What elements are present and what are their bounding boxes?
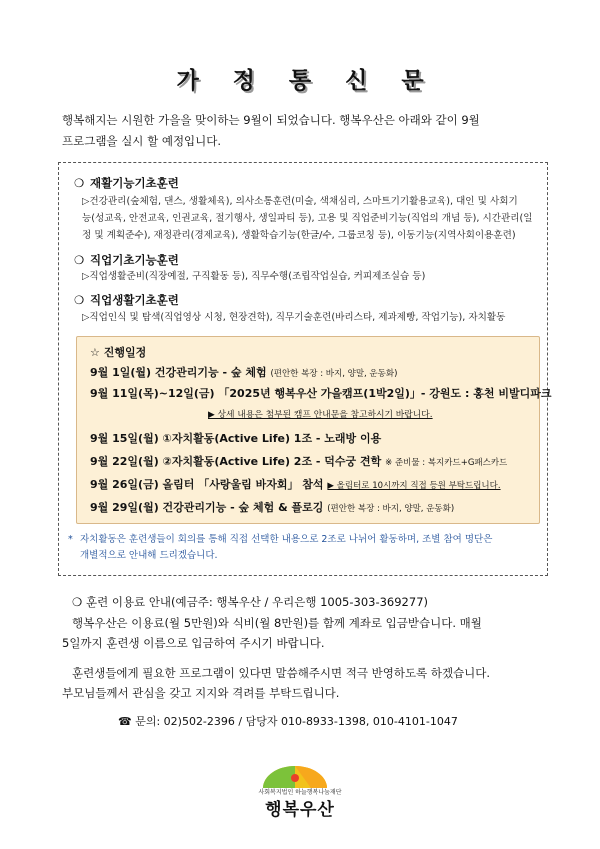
title-area: [0, 62, 600, 95]
logo-name: 행복우산: [265, 800, 335, 820]
schedule-item-7: 9월 29일(월) 건강관리기능 - 숲 체험 & 플로깅 (편안한 복장 : 바지, 양말, 운동화): [90, 501, 455, 514]
fee-line-1: 행복우산은 이용료(월 5만원)와 식비(월 8만원)를 함께 계좌로 입금받습니다. 매월: [72, 616, 482, 630]
section-heading-2-label: 직업기초기능훈련: [90, 253, 179, 267]
circle-bullet-icon: ❍: [74, 253, 85, 267]
page-title: 가 정 통 신 문: [176, 67, 437, 94]
section-heading-1: [74, 175, 179, 191]
section-1-detail: [82, 193, 542, 244]
contact-info: ☎ 문의: 02)502-2396 / 담당자 010-8933-1398, 010-4101-1047: [118, 715, 458, 728]
logo-subtitle: 사회복지법인 하늘행복나눔재단: [258, 789, 342, 796]
closing-line-2: 부모님들께서 관심을 갖고 지지와 격려를 부탁드립니다.: [62, 686, 340, 700]
section-1-line-2: 능(성교육, 안전교육, 인권교육, 절기행사, 생일파티 등), 고용 및 직업준비기능(직업의 개념 등), 시간관리(일: [82, 213, 533, 224]
section-1-line-3: 정 및 계획준수), 재정관리(경제교육), 생활학습기능(한글/수, 그룹코칭 등), 이동기능(지역사회이용훈련): [82, 230, 516, 241]
section-3-detail: [82, 309, 542, 326]
schedule-heading: ☆ 진행일정: [90, 346, 147, 359]
intro-paragraph: [62, 110, 552, 152]
section-2-line-1: ▷직업생활준비(직장예절, 구직활동 등), 직무수행(조립작업실습, 커피제조실습 등): [82, 271, 426, 282]
schedule-item-4: 9월 15일(월) ①자치활동(Active Life) 1조 - 노래방 이용: [90, 432, 382, 445]
intro-line-2: 프로그램을 실시 할 예정입니다.: [62, 134, 222, 148]
section-heading-1-label: 재활기능기초훈련: [90, 176, 179, 190]
schedule-item-1: 9월 1일(월) 건강관리기능 - 숲 체험 (편안한 복장 : 바지, 양말, 운동화): [90, 366, 398, 379]
schedule-item-5: 9월 22일(월) ②자치활동(Active Life) 2조 - 덕수궁 견학 ※ 준비물 : 복지카드+G패스카드: [90, 455, 508, 468]
section-1-line-1: ▷건강관리(숲체험, 댄스, 생활체육), 의사소통훈련(미술, 색채심리, 스마트기기활용교육), 대인 및 사회기: [82, 196, 518, 207]
camp-note: ▶ 상세 내용은 첨부된 캠프 안내문을 참고하시기 바랍니다.: [208, 410, 433, 420]
circle-bullet-icon: ❍: [74, 176, 85, 190]
circle-bullet-icon: ❍: [74, 293, 85, 307]
section-2-detail: [82, 268, 542, 285]
schedule-item-2: 9월 11일(목)~12일(금) 「2025년 행복우산 가을캠프(1박2일)」- 강원도 : 홍천 비발디파크: [90, 387, 552, 400]
fee-paragraph: [62, 613, 552, 653]
asterisk-icon: *: [68, 534, 73, 545]
intro-line-1: 행복해지는 시원한 가을을 맞이하는 9월이 되었습니다. 행복우산은 아래와 같이 9월: [62, 113, 480, 127]
closing-line-1: 훈련생들에게 필요한 프로그램이 있다면 말씀해주시면 적극 반영하도록 하겠습니다.: [72, 666, 491, 680]
closing-paragraph: [62, 663, 552, 703]
fee-line-2: 5일까지 훈련생 이름으로 입금하여 주시기 바랍니다.: [62, 636, 325, 650]
schedule-item-6: 9월 26일(금) 올림터 「사랑울림 바자회」 참석 ▶ 올림터로 10시까지 직접 등원 부탁드립니다.: [90, 478, 501, 491]
section-heading-3-label: 직업생활기초훈련: [90, 293, 179, 307]
fee-heading: ❍ 훈련 이용료 안내(예금주: 행복우산 / 우리은행 1005-303-369277): [72, 595, 428, 609]
section-3-line-1: ▷직업인식 및 탐색(직업영상 시청, 현장견학), 직무기술훈련(바리스타, 제과제빵, 작업기능), 자치활동: [82, 312, 506, 323]
activity-note: * 자치활동은 훈련생들이 회의를 통해 직접 선택한 내용으로 2조로 나뉘어 활동하며, 조별 참여 명단은 개별적으로 안내해 드리겠습니다.: [68, 534, 493, 561]
section-heading-2: [74, 252, 179, 268]
section-heading-3: [74, 292, 179, 308]
